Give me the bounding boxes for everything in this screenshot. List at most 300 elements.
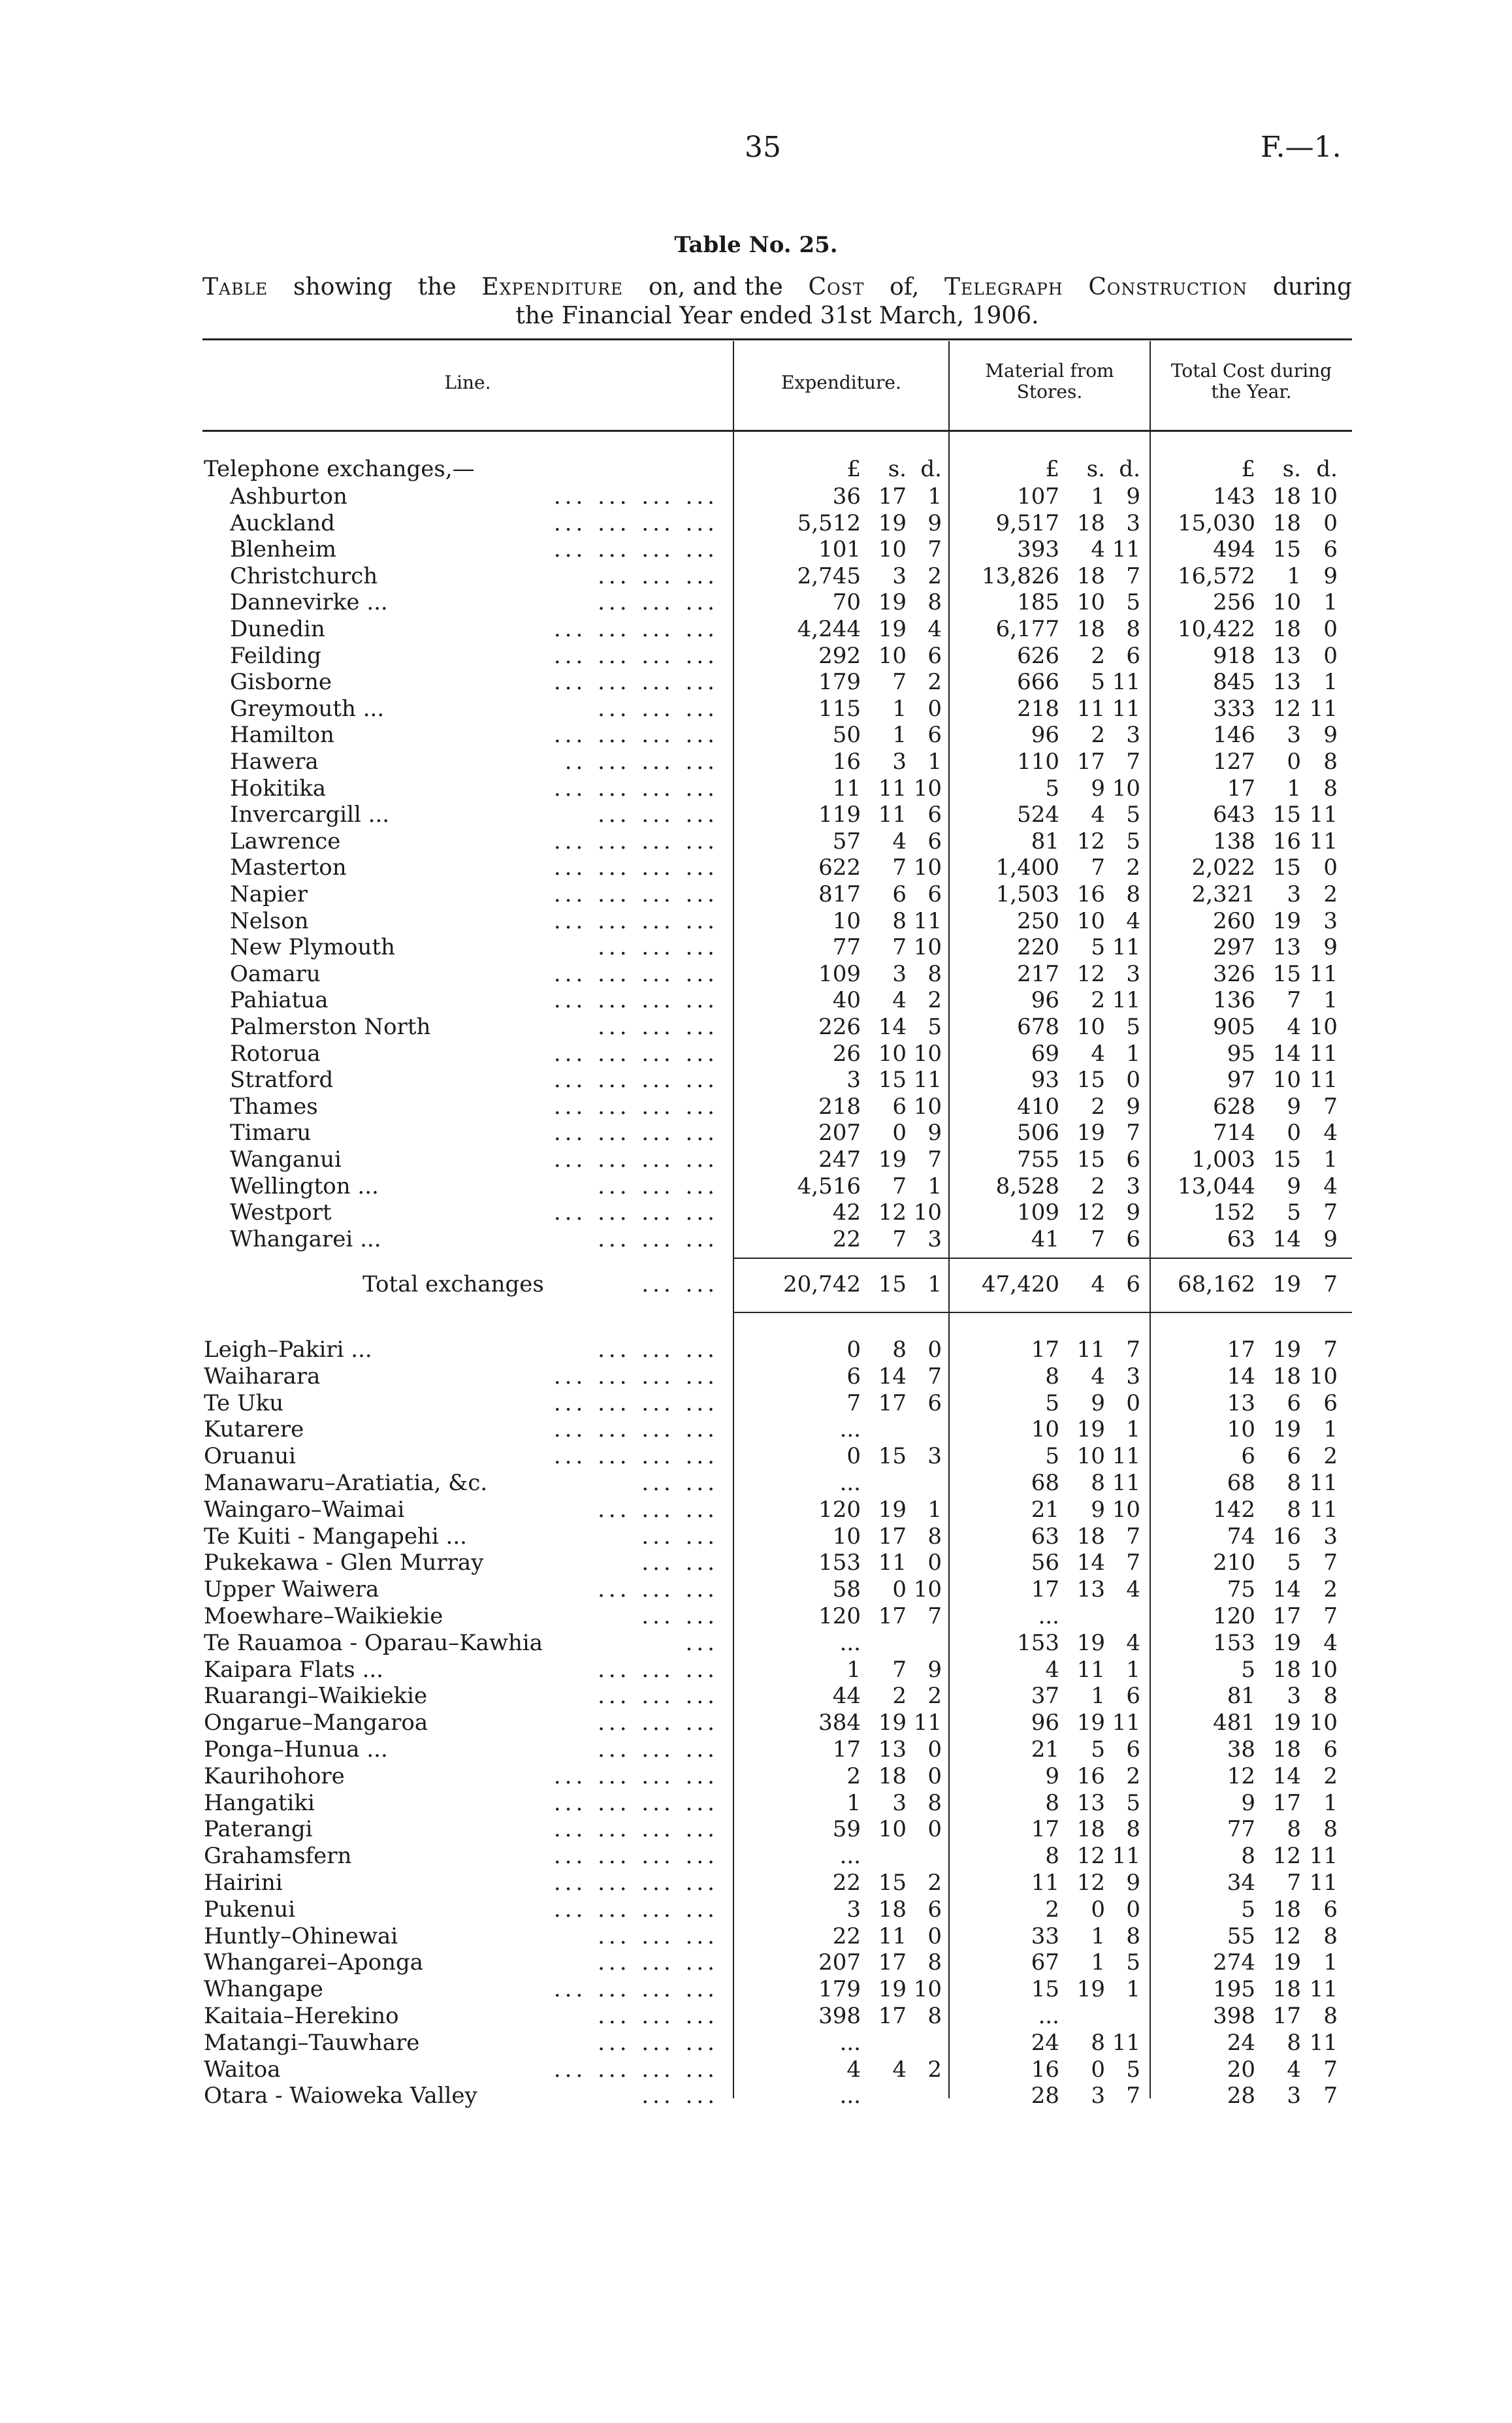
total-cost-shillings: 18 bbox=[1272, 616, 1301, 642]
expenditure-pounds: 292 bbox=[818, 642, 861, 669]
leader-dots: ... ... ... ... bbox=[553, 1896, 718, 1923]
material-pence: 5 bbox=[1126, 1949, 1140, 1976]
total-cost-pence: 11 bbox=[1309, 828, 1338, 854]
row-line-name: Hairini bbox=[204, 1870, 283, 1896]
expenditure-shillings: 4 bbox=[892, 987, 907, 1014]
expenditure-shillings: 19 bbox=[878, 1146, 907, 1173]
table-row bbox=[0, 828, 1512, 854]
table-row bbox=[0, 563, 1512, 589]
total-cost-pounds: 1,003 bbox=[1191, 1146, 1255, 1173]
material-pence: 6 bbox=[1126, 1226, 1140, 1252]
total-cost-pounds: 10 bbox=[1227, 1416, 1255, 1443]
total-cost-pence: 8 bbox=[1323, 1816, 1338, 1843]
material-pence: 0 bbox=[1126, 1896, 1140, 1923]
material-pence: 10 bbox=[1112, 1496, 1140, 1523]
total-cost-pounds: 81 bbox=[1227, 1683, 1255, 1710]
expenditure-shillings: 3 bbox=[892, 1789, 907, 1816]
material-shillings: 7 bbox=[1091, 1226, 1105, 1252]
total-cost-pence: 7 bbox=[1323, 1271, 1338, 1297]
leader-dots: ... ... ... bbox=[598, 695, 718, 722]
table-row bbox=[0, 1497, 1512, 1523]
expenditure-pounds: 22 bbox=[832, 1226, 861, 1252]
table-row bbox=[0, 1014, 1512, 1040]
expenditure-shillings: 14 bbox=[878, 1014, 907, 1040]
leader-dots: ... ... ... bbox=[598, 1710, 718, 1736]
expenditure-pence: 4 bbox=[927, 616, 942, 642]
total-cost-shillings: 15 bbox=[1272, 802, 1301, 828]
material-pence: 3 bbox=[1126, 1173, 1140, 1199]
expenditure-shillings: 7 bbox=[892, 1656, 907, 1683]
row-line-name: Waiharara bbox=[204, 1363, 321, 1390]
material-pounds: 68 bbox=[1031, 1470, 1059, 1496]
leader-dots: ... ... ... ... bbox=[553, 616, 718, 642]
row-line-name: Te Uku bbox=[204, 1390, 284, 1416]
total-cost-shillings: 7 bbox=[1287, 1870, 1301, 1896]
table-row bbox=[0, 934, 1512, 960]
total-cost-pounds: 75 bbox=[1227, 1576, 1255, 1603]
total-cost-pounds: 210 bbox=[1213, 1550, 1255, 1576]
material-pounds: 8 bbox=[1045, 1843, 1059, 1870]
total-cost-shillings: 3 bbox=[1287, 881, 1301, 907]
leader-dots: ... ... ... bbox=[598, 562, 718, 589]
expenditure-shillings: 7 bbox=[892, 854, 907, 881]
total-cost-pounds: 398 bbox=[1213, 2003, 1255, 2029]
total-cost-pounds: 68,162 bbox=[1178, 1271, 1255, 1297]
leader-dots: ... ... ... ... bbox=[553, 1763, 718, 1789]
total-cost-pence: 11 bbox=[1309, 1843, 1338, 1870]
material-shillings: 4 bbox=[1091, 536, 1105, 563]
row-line-name: Stratford bbox=[230, 1067, 334, 1094]
material-shillings: 16 bbox=[1076, 1763, 1105, 1789]
leader-dots: ... ... ... bbox=[598, 1656, 718, 1683]
table-row bbox=[0, 1173, 1512, 1199]
material-pounds: 6,177 bbox=[995, 616, 1059, 642]
row-line-name: Wellington ... bbox=[230, 1173, 379, 1199]
table-row bbox=[0, 1630, 1512, 1656]
total-cost-shillings: 15 bbox=[1272, 1146, 1301, 1173]
material-pence: 0 bbox=[1126, 1390, 1140, 1416]
expenditure-pence: 6 bbox=[927, 1390, 942, 1416]
expenditure-pounds: 218 bbox=[818, 1093, 861, 1120]
row-line-name: Dunedin bbox=[230, 616, 325, 642]
table-row bbox=[0, 1816, 1512, 1842]
row-line-name: Hangatiki bbox=[204, 1789, 315, 1816]
unit-pence: d. bbox=[920, 456, 942, 482]
leader-dots: ... ... ... ... bbox=[553, 854, 718, 881]
material-pence: 9 bbox=[1126, 1870, 1140, 1896]
table-row bbox=[0, 1470, 1512, 1496]
leader-dots: ... ... bbox=[641, 2083, 718, 2109]
expenditure-pence: 10 bbox=[913, 1040, 942, 1067]
material-shillings: 2 bbox=[1091, 987, 1105, 1014]
total-cost-shillings: 19 bbox=[1272, 1710, 1301, 1736]
row-line-name: Westport bbox=[230, 1199, 332, 1226]
leader-dots: ... ... ... ... bbox=[553, 669, 718, 696]
table-row bbox=[0, 643, 1512, 669]
expenditure-pence: 10 bbox=[913, 854, 942, 881]
total-cost-pence: 11 bbox=[1309, 960, 1338, 987]
caption-line-2: the Financial Year ended 31st March, 1906. bbox=[515, 302, 1039, 329]
table-row bbox=[0, 616, 1512, 642]
expenditure-pence: 6 bbox=[927, 802, 942, 828]
expenditure-pounds: 40 bbox=[832, 987, 861, 1014]
total-cost-pounds: 38 bbox=[1227, 1736, 1255, 1763]
row-line-name: Manawaru–Aratiatia, &c. bbox=[204, 1470, 488, 1496]
expenditure-pounds: ... bbox=[839, 2029, 861, 2056]
total-cost-pence: 1 bbox=[1323, 589, 1338, 616]
material-shillings: 3 bbox=[1091, 2083, 1105, 2109]
expenditure-pence: 10 bbox=[913, 934, 942, 961]
total-cost-pence: 0 bbox=[1323, 854, 1338, 881]
expenditure-pounds: ... bbox=[839, 1470, 861, 1496]
expenditure-shillings: 4 bbox=[892, 828, 907, 854]
material-pounds: ... bbox=[1038, 2003, 1059, 2029]
expenditure-pence: 0 bbox=[927, 1816, 942, 1843]
expenditure-pence: 2 bbox=[927, 562, 942, 589]
caption-word: of, bbox=[890, 274, 920, 301]
leader-dots: ... ... ... ... bbox=[553, 1443, 718, 1470]
leader-dots: ... ... bbox=[641, 1603, 718, 1629]
total-cost-shillings: 17 bbox=[1272, 1603, 1301, 1629]
total-cost-pounds: 481 bbox=[1213, 1710, 1255, 1736]
material-shillings: 2 bbox=[1091, 722, 1105, 749]
expenditure-shillings: 11 bbox=[878, 802, 907, 828]
expenditure-shillings: 19 bbox=[878, 510, 907, 536]
total-cost-shillings: 7 bbox=[1287, 987, 1301, 1014]
expenditure-pounds: 59 bbox=[832, 1816, 861, 1843]
table-row bbox=[0, 1416, 1512, 1442]
total-cost-pence: 7 bbox=[1323, 1550, 1338, 1576]
leader-dots: ... ... ... ... bbox=[553, 1976, 718, 2003]
total-cost-pence: 11 bbox=[1309, 1496, 1338, 1523]
total-cost-shillings: 17 bbox=[1272, 2003, 1301, 2029]
total-cost-pounds: 143 bbox=[1213, 483, 1255, 510]
total-cost-pence: 9 bbox=[1323, 1226, 1338, 1252]
expenditure-pounds: 7 bbox=[846, 1390, 861, 1416]
unit-pounds: £ bbox=[1045, 456, 1059, 482]
material-pounds: 96 bbox=[1031, 1710, 1059, 1736]
total-cost-pounds: 5 bbox=[1241, 1896, 1255, 1923]
expenditure-pounds: 16 bbox=[832, 749, 861, 775]
material-pounds: 185 bbox=[1017, 589, 1059, 616]
total-cost-shillings: 1 bbox=[1287, 562, 1301, 589]
total-cost-pounds: 494 bbox=[1213, 536, 1255, 563]
total-cost-shillings: 17 bbox=[1272, 1789, 1301, 1816]
row-line-name: Grahamsfern bbox=[204, 1843, 352, 1870]
material-shillings: 18 bbox=[1076, 1523, 1105, 1550]
expenditure-shillings: 17 bbox=[878, 1949, 907, 1976]
material-pounds: 16 bbox=[1031, 2056, 1059, 2083]
leader-dots: ... ... ... ... bbox=[553, 642, 718, 669]
row-line-name: Hokitika bbox=[230, 775, 327, 802]
material-pounds: 678 bbox=[1017, 1014, 1059, 1040]
row-line-name: Paterangi bbox=[204, 1816, 313, 1843]
expenditure-pence: 6 bbox=[927, 1896, 942, 1923]
total-material-pence: 6 bbox=[1126, 1271, 1140, 1297]
material-pounds: 9 bbox=[1045, 1763, 1059, 1789]
total-cost-pounds: 152 bbox=[1213, 1199, 1255, 1226]
expenditure-pence: 8 bbox=[927, 589, 942, 616]
expenditure-pounds: 3 bbox=[846, 1067, 861, 1094]
column-header-total bbox=[1151, 361, 1352, 402]
section-heading-row bbox=[0, 456, 1512, 482]
total-cost-shillings: 18 bbox=[1272, 1363, 1301, 1390]
expenditure-shillings: 8 bbox=[892, 1337, 907, 1363]
row-line-name: Matangi–Tauwhare bbox=[204, 2029, 420, 2056]
table-row bbox=[0, 775, 1512, 802]
table-row bbox=[0, 1710, 1512, 1736]
row-line-name: Te Rauamoa - Oparau–Kawhia bbox=[204, 1629, 543, 1656]
material-pence: 8 bbox=[1126, 1816, 1140, 1843]
expenditure-shillings: 0 bbox=[892, 1576, 907, 1603]
total-cost-pence: 1 bbox=[1323, 1949, 1338, 1976]
material-pence: 7 bbox=[1126, 562, 1140, 589]
leader-dots: ... ... ... bbox=[598, 1736, 718, 1763]
material-pounds: 63 bbox=[1031, 1523, 1059, 1550]
leader-dots: ... ... ... ... bbox=[553, 1120, 718, 1146]
total-cost-shillings: 6 bbox=[1287, 1443, 1301, 1470]
material-pounds: 37 bbox=[1031, 1683, 1059, 1710]
material-shillings: 12 bbox=[1076, 828, 1105, 854]
total-cost-pence: 8 bbox=[1323, 2003, 1338, 2029]
total-cost-shillings: 15 bbox=[1272, 536, 1301, 563]
material-pence: 8 bbox=[1126, 881, 1140, 907]
total-cost-pounds: 5 bbox=[1241, 1656, 1255, 1683]
material-pounds: 56 bbox=[1031, 1550, 1059, 1576]
total-cost-shillings: 14 bbox=[1272, 1226, 1301, 1252]
total-cost-pence: 4 bbox=[1323, 1173, 1338, 1199]
caption-word: showing bbox=[293, 274, 393, 301]
leader-dots: ... ... ... bbox=[598, 1014, 718, 1040]
total-cost-pence: 6 bbox=[1323, 1896, 1338, 1923]
table-row bbox=[0, 1550, 1512, 1576]
leader-dots: ... ... ... ... bbox=[553, 960, 718, 987]
material-pounds: 69 bbox=[1031, 1040, 1059, 1067]
total-cost-pence: 11 bbox=[1309, 1976, 1338, 2003]
total-cost-pounds: 8 bbox=[1241, 1843, 1255, 1870]
expenditure-shillings: 10 bbox=[878, 642, 907, 669]
material-shillings: 7 bbox=[1091, 854, 1105, 881]
total-cost-pounds: 20 bbox=[1227, 2056, 1255, 2083]
material-shillings: 4 bbox=[1091, 802, 1105, 828]
row-line-name: Ashburton bbox=[230, 483, 347, 510]
expenditure-pounds: ... bbox=[839, 1843, 861, 1870]
expenditure-pounds: 36 bbox=[832, 483, 861, 510]
total-expenditure-shillings: 15 bbox=[878, 1271, 907, 1297]
table-row bbox=[0, 854, 1512, 881]
expenditure-shillings: 7 bbox=[892, 669, 907, 696]
material-pence: 11 bbox=[1112, 536, 1140, 563]
expenditure-pounds: 22 bbox=[832, 1923, 861, 1949]
material-pounds: 8 bbox=[1045, 1789, 1059, 1816]
material-pence: 9 bbox=[1126, 1199, 1140, 1226]
total-cost-pence: 3 bbox=[1323, 1523, 1338, 1550]
expenditure-shillings: 17 bbox=[878, 1390, 907, 1416]
column-header-text: the Year. bbox=[1211, 381, 1292, 402]
total-cost-pence: 11 bbox=[1309, 802, 1338, 828]
material-pounds: 81 bbox=[1031, 828, 1059, 854]
expenditure-pounds: 77 bbox=[832, 934, 861, 961]
unit-shillings: s. bbox=[1282, 456, 1301, 482]
total-cost-pounds: 68 bbox=[1227, 1470, 1255, 1496]
unit-pounds: £ bbox=[846, 456, 861, 482]
material-shillings: 18 bbox=[1076, 616, 1105, 642]
total-cost-pounds: 195 bbox=[1213, 1976, 1255, 2003]
material-pence: 6 bbox=[1126, 1146, 1140, 1173]
total-cost-pence: 8 bbox=[1323, 1683, 1338, 1710]
expenditure-shillings: 18 bbox=[878, 1763, 907, 1789]
expenditure-pounds: 4 bbox=[846, 2056, 861, 2083]
expenditure-shillings: 6 bbox=[892, 1093, 907, 1120]
expenditure-pounds: 179 bbox=[818, 1976, 861, 2003]
table-row bbox=[0, 1683, 1512, 1709]
material-shillings: 5 bbox=[1091, 1736, 1105, 1763]
material-shillings: 12 bbox=[1076, 960, 1105, 987]
page-number: 35 bbox=[745, 131, 781, 164]
material-pounds: 8,528 bbox=[995, 1173, 1059, 1199]
expenditure-pounds: 398 bbox=[818, 2003, 861, 2029]
caption-word: Expenditure bbox=[481, 274, 624, 301]
leader-dots: ... ... ... ... bbox=[553, 1416, 718, 1443]
total-cost-pence: 4 bbox=[1323, 1629, 1338, 1656]
caption-word: during bbox=[1272, 274, 1352, 301]
table-row bbox=[0, 536, 1512, 562]
expenditure-shillings: 7 bbox=[892, 1226, 907, 1252]
table-row bbox=[0, 1337, 1512, 1363]
table-row bbox=[0, 1870, 1512, 1896]
material-pounds: 5 bbox=[1045, 1443, 1059, 1470]
material-pence: 5 bbox=[1126, 1789, 1140, 1816]
material-shillings: 18 bbox=[1076, 510, 1105, 536]
expenditure-shillings: 3 bbox=[892, 562, 907, 589]
material-shillings: 9 bbox=[1091, 1390, 1105, 1416]
expenditure-pence: 11 bbox=[913, 1710, 942, 1736]
leader-dots: ... ... ... ... bbox=[553, 2056, 718, 2083]
material-shillings: 9 bbox=[1091, 775, 1105, 802]
expenditure-pence: 2 bbox=[927, 1683, 942, 1710]
material-shillings: 18 bbox=[1076, 1816, 1105, 1843]
material-pounds: 410 bbox=[1017, 1093, 1059, 1120]
material-pence: 7 bbox=[1126, 749, 1140, 775]
total-cost-pence: 1 bbox=[1323, 669, 1338, 696]
expenditure-pence: 7 bbox=[927, 1603, 942, 1629]
expenditure-pounds: 119 bbox=[818, 802, 861, 828]
total-cost-pounds: 274 bbox=[1213, 1949, 1255, 1976]
expenditure-shillings: 19 bbox=[878, 616, 907, 642]
total-cost-pence: 6 bbox=[1323, 1736, 1338, 1763]
material-pounds: 21 bbox=[1031, 1496, 1059, 1523]
leader-dots: ... bbox=[685, 1629, 718, 1656]
row-line-name: Gisborne bbox=[230, 669, 332, 696]
row-line-name: Leigh–Pakiri ... bbox=[204, 1337, 372, 1363]
total-cost-pence: 9 bbox=[1323, 934, 1338, 961]
material-pence: 3 bbox=[1126, 510, 1140, 536]
table-row bbox=[0, 589, 1512, 615]
total-cost-pence: 0 bbox=[1323, 510, 1338, 536]
row-line-name: Invercargill ... bbox=[230, 802, 390, 828]
material-shillings: 8 bbox=[1091, 1470, 1105, 1496]
material-pounds: 33 bbox=[1031, 1923, 1059, 1949]
leader-dots: ... ... bbox=[641, 1271, 718, 1297]
material-pounds: 107 bbox=[1017, 483, 1059, 510]
total-cost-shillings: 0 bbox=[1287, 1120, 1301, 1146]
row-line-name: Pukekawa - Glen Murray bbox=[204, 1550, 484, 1576]
expenditure-pounds: 4,244 bbox=[797, 616, 861, 642]
expenditure-pence: 0 bbox=[927, 695, 942, 722]
table-row bbox=[0, 961, 1512, 987]
material-shillings: 19 bbox=[1076, 1976, 1105, 2003]
leader-dots: ... ... ... ... bbox=[553, 907, 718, 934]
table-row bbox=[0, 1226, 1512, 1252]
expenditure-pence: 6 bbox=[927, 881, 942, 907]
table-row bbox=[0, 696, 1512, 722]
total-cost-pounds: 918 bbox=[1213, 642, 1255, 669]
total-cost-pounds: 127 bbox=[1213, 749, 1255, 775]
leader-dots: ... ... ... ... bbox=[553, 881, 718, 907]
expenditure-pence: 0 bbox=[927, 1923, 942, 1949]
material-shillings: 12 bbox=[1076, 1199, 1105, 1226]
total-cost-shillings: 3 bbox=[1287, 722, 1301, 749]
row-line-name: Huntly–Ohinewai bbox=[204, 1923, 398, 1949]
table-row bbox=[0, 802, 1512, 828]
material-pence: 7 bbox=[1126, 2083, 1140, 2109]
total-cost-shillings: 9 bbox=[1287, 1173, 1301, 1199]
leader-dots: ... ... ... ... bbox=[553, 1789, 718, 1816]
total-cost-shillings: 18 bbox=[1272, 1976, 1301, 2003]
table-row bbox=[0, 1390, 1512, 1416]
expenditure-pence: 8 bbox=[927, 1789, 942, 1816]
material-pounds: 626 bbox=[1017, 642, 1059, 669]
total-cost-pounds: 256 bbox=[1213, 589, 1255, 616]
total-cost-pence: 2 bbox=[1323, 1763, 1338, 1789]
total-cost-pounds: 14 bbox=[1227, 1363, 1255, 1390]
row-line-name: Ponga–Hunua ... bbox=[204, 1736, 388, 1763]
total-cost-shillings: 3 bbox=[1287, 1683, 1301, 1710]
expenditure-pounds: ... bbox=[839, 1629, 861, 1656]
total-cost-pounds: 845 bbox=[1213, 669, 1255, 696]
leader-dots: ... ... ... bbox=[598, 1949, 718, 1976]
leader-dots: ... ... ... bbox=[598, 1226, 718, 1252]
material-pence: 4 bbox=[1126, 907, 1140, 934]
total-cost-pounds: 142 bbox=[1213, 1496, 1255, 1523]
total-cost-shillings: 13 bbox=[1272, 934, 1301, 961]
expenditure-pounds: 207 bbox=[818, 1949, 861, 1976]
total-material-shillings: 4 bbox=[1091, 1271, 1105, 1297]
expenditure-pence: 2 bbox=[927, 987, 942, 1014]
leader-dots: ... ... ... ... bbox=[553, 1816, 718, 1843]
expenditure-pounds: 4,516 bbox=[797, 1173, 861, 1199]
row-line-name: Whangape bbox=[204, 1976, 323, 2003]
total-cost-shillings: 0 bbox=[1287, 749, 1301, 775]
material-pence: 8 bbox=[1126, 616, 1140, 642]
total-cost-pence: 8 bbox=[1323, 749, 1338, 775]
total-cost-pounds: 15,030 bbox=[1178, 510, 1255, 536]
total-cost-pounds: 120 bbox=[1213, 1603, 1255, 1629]
row-line-name: Waingaro–Waimai bbox=[204, 1496, 405, 1523]
expenditure-pounds: 2 bbox=[846, 1763, 861, 1789]
row-line-name: Thames bbox=[230, 1093, 318, 1120]
total-cost-pounds: 16,572 bbox=[1178, 562, 1255, 589]
material-pence: 5 bbox=[1126, 828, 1140, 854]
material-shillings: 11 bbox=[1076, 1656, 1105, 1683]
total-cost-pounds: 905 bbox=[1213, 1014, 1255, 1040]
material-pence: 7 bbox=[1126, 1120, 1140, 1146]
total-cost-pounds: 260 bbox=[1213, 907, 1255, 934]
material-pounds: 217 bbox=[1017, 960, 1059, 987]
leader-dots: ... ... bbox=[641, 1523, 718, 1550]
total-cost-pence: 4 bbox=[1323, 1120, 1338, 1146]
material-shillings: 0 bbox=[1091, 1896, 1105, 1923]
